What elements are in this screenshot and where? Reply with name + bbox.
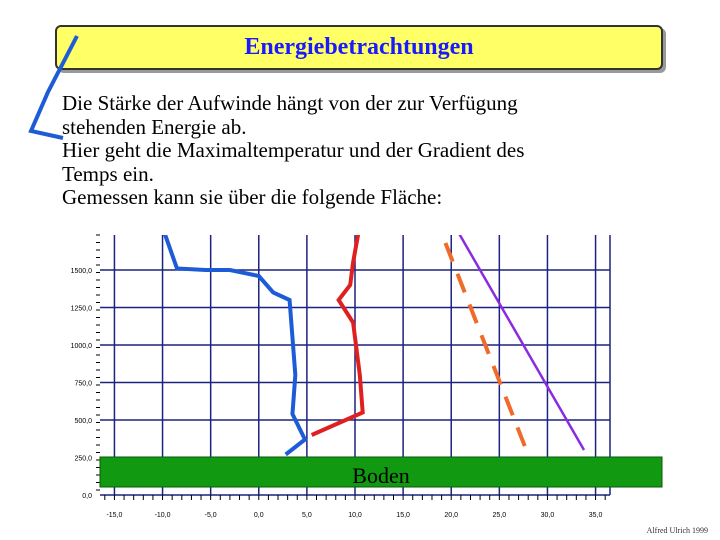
y-tick-label: 250,0 — [74, 455, 92, 463]
x-tick-label: 5,0 — [302, 512, 312, 519]
body-line: Gemessen kann sie über die folgende Fläche: — [62, 185, 443, 209]
footer-credit: Alfred Ulrich 1999 — [646, 526, 708, 535]
orange-curve — [445, 243, 526, 450]
x-tick-label: 25,0 — [492, 512, 507, 519]
ground-label: Boden — [352, 463, 410, 488]
x-tick-label: 10,0 — [348, 512, 362, 519]
y-tick-label: 1250,0 — [70, 305, 92, 313]
x-tick-label: 20,0 — [444, 512, 459, 519]
blue-curve — [143, 173, 305, 455]
y-tick-label: 0,0 — [82, 493, 92, 500]
y-tick-label: 500,0 — [74, 418, 92, 425]
body-line: Hier geht die Maximaltemperatur und der Gradient des — [62, 138, 525, 162]
x-tick-label: 35,0 — [588, 512, 603, 519]
x-tick-label: -10,0 — [154, 512, 171, 519]
body-line: Temps ein. — [62, 161, 154, 186]
y-tick-label: 1500,0 — [70, 268, 92, 275]
body-text — [62, 92, 662, 210]
x-tick-label: -15,0 — [106, 512, 123, 519]
y-tick-label: 1000,0 — [70, 343, 92, 350]
x-tick-label: 15,0 — [396, 512, 410, 519]
x-tick-label: 30,0 — [540, 512, 555, 519]
body-line: stehenden Energie ab. — [62, 114, 247, 139]
body-line: Die Stärke der Aufwinde hängt von der zur Verfügung — [62, 91, 518, 115]
y-tick-label: 750,0 — [74, 380, 92, 388]
slide-title: Energiebetrachtungen — [244, 34, 474, 60]
x-tick-label: 0,0 — [253, 512, 264, 519]
purple-curve — [445, 210, 584, 450]
x-tick-label: -5,0 — [204, 512, 217, 519]
